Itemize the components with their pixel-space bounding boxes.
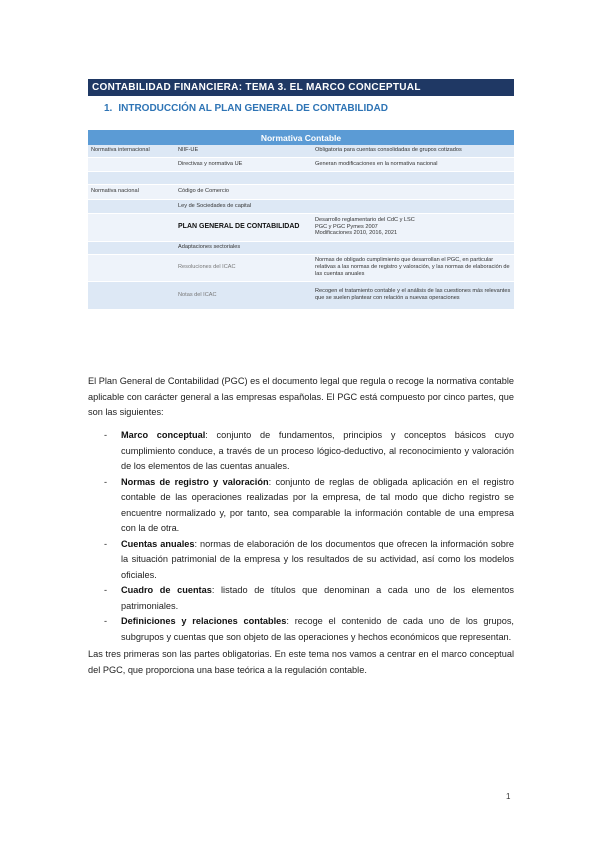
table-cell: Normas de obligado cumplimiento que desarrollan el PGC, en particular relativas a las normas de registro y valoración, y las normas de elaboración de las cuentas anuales bbox=[312, 254, 514, 281]
table-row bbox=[88, 213, 514, 241]
list-item bbox=[88, 475, 514, 537]
list-item bbox=[88, 614, 514, 645]
table-cell bbox=[88, 213, 175, 241]
list-dash: - bbox=[104, 430, 108, 440]
list-dash: - bbox=[104, 616, 108, 626]
list-term: Cuadro de cuentas bbox=[121, 585, 212, 595]
table-cell: Generan modificaciones en la normativa nacional bbox=[312, 157, 514, 171]
table-cell: Ley de Sociedades de capital bbox=[175, 199, 312, 213]
list-dash: - bbox=[104, 585, 108, 595]
table-cell: Normativa internacional bbox=[88, 145, 175, 157]
table-cell: Directivas y normativa UE bbox=[175, 157, 312, 171]
table-row bbox=[88, 171, 514, 184]
list-term: Cuentas anuales bbox=[121, 538, 195, 549]
pgc-parts-list bbox=[88, 428, 514, 645]
closing-paragraph: Las tres primeras son las partes obligatorias. En este tema nos vamos a centrar en el marco conceptual del PGC, que proporciona una base teórica a la regulación contable. bbox=[88, 649, 514, 675]
table-cell bbox=[88, 241, 175, 254]
table-cell bbox=[312, 171, 514, 184]
list-text: : normas de elaboración de los documentos que ofrecen la información sobre la situación patrimonial de la empresa y los resultados de su actividad, así como los modelos oficiales. bbox=[121, 538, 514, 580]
list-term: Definiciones y relaciones contables bbox=[121, 616, 287, 626]
list-term: Normas de registro y valoración bbox=[121, 476, 269, 487]
section-number: 1. bbox=[104, 103, 113, 114]
page-number: 1 bbox=[506, 792, 511, 801]
list-text: : recoge el contenido de cada uno de los grupos, subgrupos y cuentas que son objeto de las operaciones y hechos económicos que representan. bbox=[121, 616, 514, 642]
table-row bbox=[88, 281, 514, 309]
list-text: : conjunto de fundamentos, principios y conceptos básicos cuyo cumplimiento conduce, a través de un proceso lógico-deductivo, al reconocimiento y valoración de los elementos de las cuentas anuales. bbox=[121, 430, 514, 471]
list-dash: - bbox=[104, 476, 108, 487]
table-cell: Normativa nacional bbox=[88, 184, 175, 199]
table-cell bbox=[88, 254, 175, 281]
table-cell: NIIF-UE bbox=[175, 145, 312, 157]
table-cell bbox=[88, 199, 175, 213]
list-item bbox=[88, 537, 514, 584]
list-text: : conjunto de reglas de obligada aplicación en el registro contable de las operaciones realizadas por la empresa, de tal modo que dicho registro se encuentre normalizado y, por tanto, sea comparable la información contable de una empresa con la de otra. bbox=[121, 476, 514, 533]
table-cell bbox=[312, 241, 514, 254]
table-cell bbox=[312, 199, 514, 213]
normativa-table bbox=[88, 130, 514, 310]
section-title-text: INTRODUCCIÓN AL PLAN GENERAL DE CONTABILIDAD bbox=[118, 103, 388, 114]
table-cell: Resoluciones del ICAC bbox=[175, 254, 312, 281]
table-cell: Notas del ICAC bbox=[175, 281, 312, 309]
table-cell: Recogen el tratamiento contable y el análisis de las cuestiones más relevantes que se suelen plantear con relación a nuevas operaciones bbox=[312, 281, 514, 309]
list-text: : listado de títulos que denominan a cada uno de los elementos patrimoniales. bbox=[121, 585, 514, 611]
list-item bbox=[88, 428, 514, 475]
table-cell: Código de Comercio bbox=[175, 184, 312, 199]
table-row bbox=[88, 241, 514, 254]
table-cell: Desarrollo reglamentario del CdC y LSC PGC y PGC Pymes 2007 Modificaciones 2010, 2016, 2021 bbox=[312, 213, 514, 241]
table-cell: Obligatoria para cuentas consolidadas de grupos cotizados bbox=[312, 145, 514, 157]
table-row bbox=[88, 184, 514, 199]
table-cell bbox=[88, 157, 175, 171]
table-caption: Normativa Contable bbox=[88, 130, 514, 145]
list-item bbox=[88, 583, 514, 614]
table-cell bbox=[88, 171, 175, 184]
table-cell bbox=[175, 171, 312, 184]
intro-paragraph: El Plan General de Contabilidad (PGC) es el documento legal que regula o recoge la normativa contable aplicable con carácter general a las empresas españolas. El PGC está compuesto por cinco partes, que son las siguientes: bbox=[88, 376, 514, 417]
table-cell: PLAN GENERAL DE CONTABILIDAD bbox=[175, 213, 312, 241]
list-dash: - bbox=[104, 538, 108, 549]
table-row bbox=[88, 145, 514, 157]
table-row bbox=[88, 199, 514, 213]
list-term: Marco conceptual bbox=[121, 430, 206, 440]
table-cell: Adaptaciones sectoriales bbox=[175, 241, 312, 254]
table-cell bbox=[312, 184, 514, 199]
table-cell bbox=[88, 281, 175, 309]
document-header: CONTABILIDAD FINANCIERA: TEMA 3. EL MARCO CONCEPTUAL bbox=[88, 79, 514, 96]
table-row bbox=[88, 254, 514, 281]
table-row bbox=[88, 157, 514, 171]
section-heading bbox=[104, 103, 388, 114]
